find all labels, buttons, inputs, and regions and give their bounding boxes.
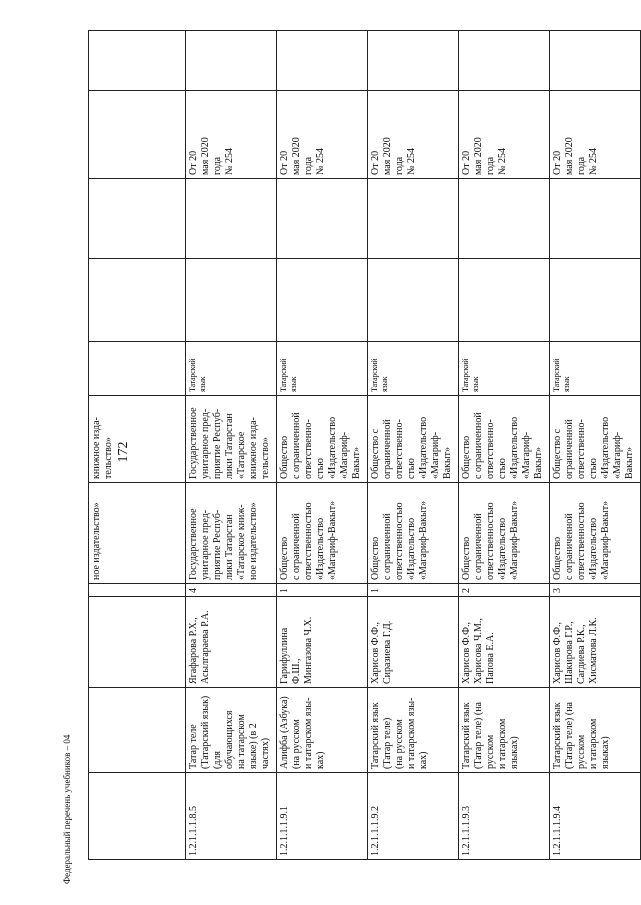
publisher-alt-cell: Общество с ограниченной ответственно- стью «Издательство «Магариф- Вакыт» [550, 396, 641, 483]
code-cell: 1.2.1.1.1.9.4 [550, 773, 641, 860]
order-date-cell: От 20 мая 2020 года № 254 [277, 91, 368, 179]
order-date-cell: От 20 мая 2020 года № 254 [550, 91, 641, 179]
title-cell: Татарский язык (Татар теле) (на русском и татарском языках) [459, 688, 550, 773]
table-row [186, 31, 277, 860]
empty-cell [550, 31, 641, 91]
table-row [277, 31, 368, 860]
empty-cell [550, 259, 641, 342]
publisher-cell: Государственное унитарное пред- приятие Респуб- лики Татарстан «Татарское книж- ное издательство» [186, 483, 277, 584]
order-date-cell: От 20 мая 2020 года № 254 [368, 91, 459, 179]
language-cell: Татарский язык [186, 342, 277, 396]
header-publisher-b: книжное изда- тельство» [89, 396, 186, 483]
grade-cell: 3 [550, 584, 641, 597]
header-cell-empty [89, 597, 186, 688]
publisher-alt-cell: Государственное унитарное пред- приятие Респуб- лики Татарстан «Татарское книжное изда- тельство» [186, 396, 277, 483]
code-cell: 1.2.1.1.1.9.2 [368, 773, 459, 860]
language-cell: Татарский язык [459, 342, 550, 396]
table-header-row [89, 31, 186, 860]
authors-cell: Харисов Ф.Ф., Сиразиева Г.Д. [368, 597, 459, 688]
publisher-cell: Общество с ограниченной ответственностью «Издательство «Магариф-Вакыт» [368, 483, 459, 584]
code-cell: 1.2.1.1.1.9.3 [459, 773, 550, 860]
header-cell-empty [89, 773, 186, 860]
empty-cell [550, 179, 641, 259]
empty-cell [368, 31, 459, 91]
empty-cell [186, 31, 277, 91]
grade-cell: 1 [368, 584, 459, 597]
grade-cell: 1 [277, 584, 368, 597]
publisher-cell: Общество с ограниченной ответственностью «Издательство «Магариф-Вакыт» [277, 483, 368, 584]
header-cell-empty [89, 342, 186, 396]
table-row [459, 31, 550, 860]
header-cell-empty [89, 584, 186, 597]
title-cell: Татарский язык (Татар теле) (на русском и татарском языках) [550, 688, 641, 773]
header-cell-empty [89, 179, 186, 259]
publisher-alt-cell: Общество с ограниченной ответственно- стью «Издательство «Магариф- Вакыт» [459, 396, 550, 483]
authors-cell: Гарифуллина Ф.Ш., Мингазова Ч.Х. [277, 597, 368, 688]
table-row [550, 31, 641, 860]
header-cell-empty [89, 688, 186, 773]
language-cell: Татарский язык [368, 342, 459, 396]
empty-cell [459, 259, 550, 342]
table-row [368, 31, 459, 860]
language-cell: Татарский язык [550, 342, 641, 396]
code-cell: 1.2.1.1.1.9.1 [277, 773, 368, 860]
publisher-alt-cell: Общество с ограниченной ответственно- стью «Издательство «Магариф- Вакыт» [368, 396, 459, 483]
empty-cell [277, 179, 368, 259]
order-date-cell: От 20 мая 2020 года № 254 [186, 91, 277, 179]
empty-cell [277, 31, 368, 91]
empty-cell [368, 179, 459, 259]
title-cell: Алифба (Азбука) (на русском и татарском язы- ках) [277, 688, 368, 773]
title-cell: Татар теле (Татарский язык) (для обучающихся на татарском языке) (в 2 частях) [186, 688, 277, 773]
header-cell-empty [89, 259, 186, 342]
authors-cell: Харисов Ф.Ф., Харисова Ч.М., Папова Е.А. [459, 597, 550, 688]
empty-cell [277, 259, 368, 342]
textbook-list-table [88, 30, 641, 860]
header-cell-empty [89, 91, 186, 179]
header-publisher-a: ное издательство» [89, 483, 186, 584]
language-cell: Татарский язык [277, 342, 368, 396]
publisher-alt-cell: Общество с ограниченной ответственно- стью «Издательство «Магариф- Вакыт» [277, 396, 368, 483]
header-cell-empty [89, 31, 186, 91]
grade-cell: 2 [459, 584, 550, 597]
empty-cell [368, 259, 459, 342]
title-cell: Татарский язык (Татар теле) (на русском и татарском язы- ках) [368, 688, 459, 773]
code-cell: 1.2.1.1.1.8.5 [186, 773, 277, 860]
authors-cell: Харисов Ф.Ф., Шакирова Г.Р., Сагдиева Р.К., Хисматова Л.К. [550, 597, 641, 688]
page-number: 172 [116, 441, 131, 463]
authors-cell: Ягафарова Р.Х., Асылгараева Р.А. [186, 597, 277, 688]
empty-cell [459, 179, 550, 259]
order-date-cell: От 20 мая 2020 года № 254 [459, 91, 550, 179]
publisher-cell: Общество с ограниченной ответственностью «Издательство «Магариф-Вакыт» [550, 483, 641, 584]
publisher-cell: Общество с ограниченной ответственностью «Издательство «Магариф-Вакыт» [459, 483, 550, 584]
empty-cell [459, 31, 550, 91]
table-viewport [88, 31, 635, 860]
document-footer: Федеральный перечень учебников – 04 [62, 734, 72, 884]
empty-cell [186, 179, 277, 259]
grade-cell: 4 [186, 584, 277, 597]
empty-cell [186, 259, 277, 342]
